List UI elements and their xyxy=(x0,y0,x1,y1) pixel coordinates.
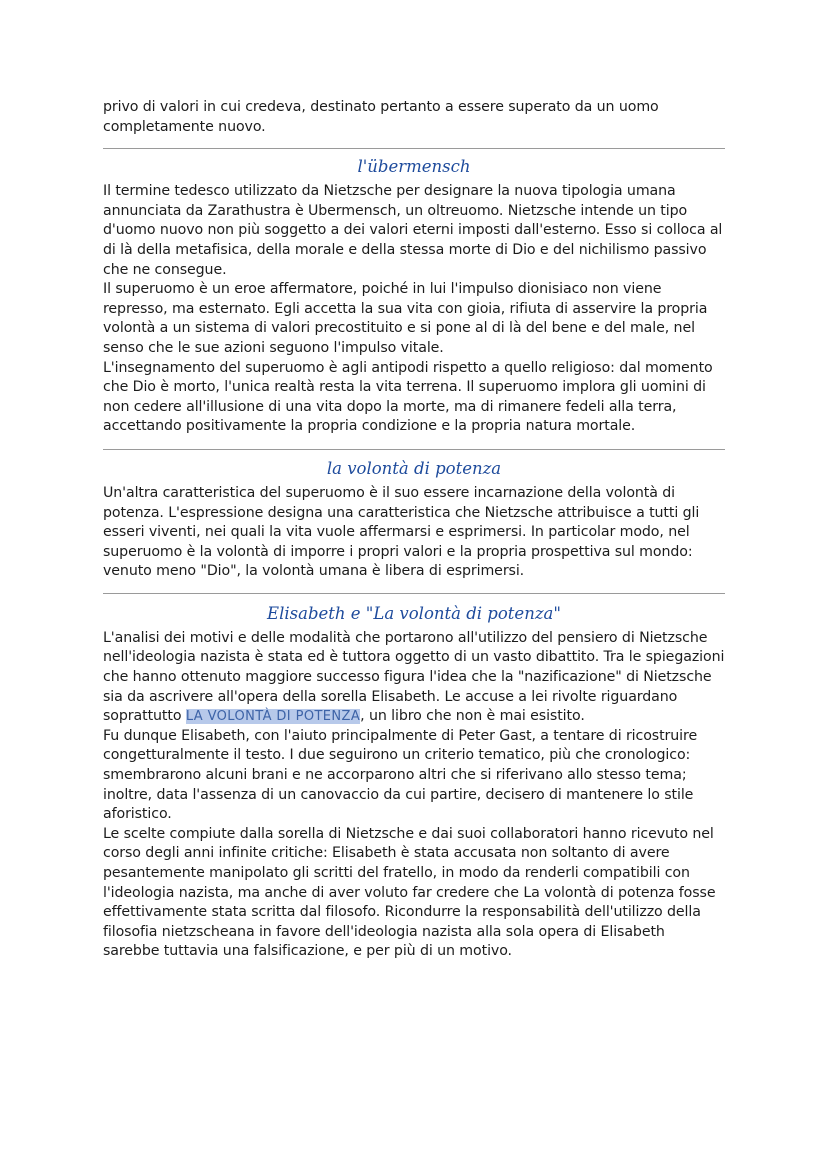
paragraph: Fu dunque Elisabeth, con l'aiuto principalmente di Peter Gast, a tentare di ricostruire congetturalmente il testo. I due seguirono un criterio tematico, più che cronologico: smembrarono alcuni brani e ne accorparono altri che si riferivano allo stesso tema; inoltre, data l'assenza di un canovaccio da cui partire, decisero di mantenere lo stile aforistico. xyxy=(103,727,698,823)
highlighted-text[interactable]: LA VOLONTÀ DI POTENZA xyxy=(185,709,361,725)
section-ubermensch xyxy=(103,155,725,437)
section-divider xyxy=(103,593,725,594)
paragraph: L'insegnamento del superuomo è agli antipodi rispetto a quello religioso: dal momento che Dio è morto, l'unica realtà resta la vita terrena. Il superuomo implora gli uomini di non cedere all'illusione di una vita dopo la morte, ma di rimanere fedeli alla terra, accettando positivamente la propria condizione e la propria natura mortale. xyxy=(103,359,713,435)
section-volonta-di-potenza xyxy=(103,457,725,582)
paragraph: Un'altra caratteristica del superuomo è il suo essere incarnazione della volontà di potenza. L'espressione designa una caratteristica che Nietzsche attribuisce a tutti gli esseri viventi, nei quali la vita vuole affermarsi e esprimersi. In particolar modo, nel superuomo è la volontà di imporre i propri valori e la propria prospettiva sul mondo: venuto meno "Dio", la volontà umana è libera di esprimersi. xyxy=(103,484,700,580)
paragraph-text: L'analisi dei motivi e delle modalità che portarono all'utilizzo del pensiero di Nietzsche nell'ideologia nazista è stata ed è tuttora oggetto di un vasto dibattito. Tra le spiegazioni che hanno ottenuto maggiore successo figura l'idea che la "nazificazione" di Nietzsche sia da ascrivere all'opera della sorella Elisabeth. Le accuse a lei rivolte riguardano soprattutto xyxy=(103,629,725,725)
paragraph: Il termine tedesco utilizzato da Nietzsche per designare la nuova tipologia umana annunciata da Zarathustra è Ubermensch, un oltreuomo. Nietzsche intende un tipo d'uomo nuovo non più soggetto a dei valori eterni imposti dall'esterno. Esso si colloca al di là della metafisica, della morale e della stessa morte di Dio e del nichilismo passivo che ne consegue. xyxy=(103,183,723,278)
section-title-elisabeth: Elisabeth e "La volontà di potenza" xyxy=(267,603,561,623)
section-divider xyxy=(103,148,725,149)
document-page xyxy=(103,98,725,962)
section-elisabeth xyxy=(103,602,725,962)
paragraph-text: , un libro che non è mai esistito. xyxy=(360,708,585,725)
paragraph-with-highlight xyxy=(103,629,725,727)
section-title-ubermensch: l'übermensch xyxy=(357,157,471,177)
section-divider xyxy=(103,449,725,450)
intro-paragraph: privo di valori in cui credeva, destinato pertanto a essere superato da un uomo completamente nuovo. xyxy=(103,99,659,135)
paragraph: Le scelte compiute dalla sorella di Nietzsche e dai suoi collaboratori hanno ricevuto nel corso degli anni infinite critiche: Elisabeth è stata accusata non soltanto di avere pesantemente manipolato gli scritti del fratello, in modo da renderli compatibili con l'ideologia nazista, ma anche di aver voluto far credere che La volontà di potenza fosse effettivamente stata scritta dal filosofo. Ricondurre la responsabilità dell'utilizzo della filosofia nietzscheana in favore dell'ideologia nazista alla sola opera di Elisabeth sarebbe tuttavia una falsificazione, e per più di un motivo. xyxy=(103,825,716,960)
paragraph: Il superuomo è un eroe affermatore, poiché in lui l'impulso dionisiaco non viene represso, ma esternato. Egli accetta la sua vita con gioia, rifiuta di asservire la propria volontà a un sistema di valori precostituito e si pone al di là del bene e del male, nel senso che le sue azioni seguono l'impulso vitale. xyxy=(103,281,708,356)
section-title-volonta-di-potenza: la volontà di potenza xyxy=(326,458,502,478)
